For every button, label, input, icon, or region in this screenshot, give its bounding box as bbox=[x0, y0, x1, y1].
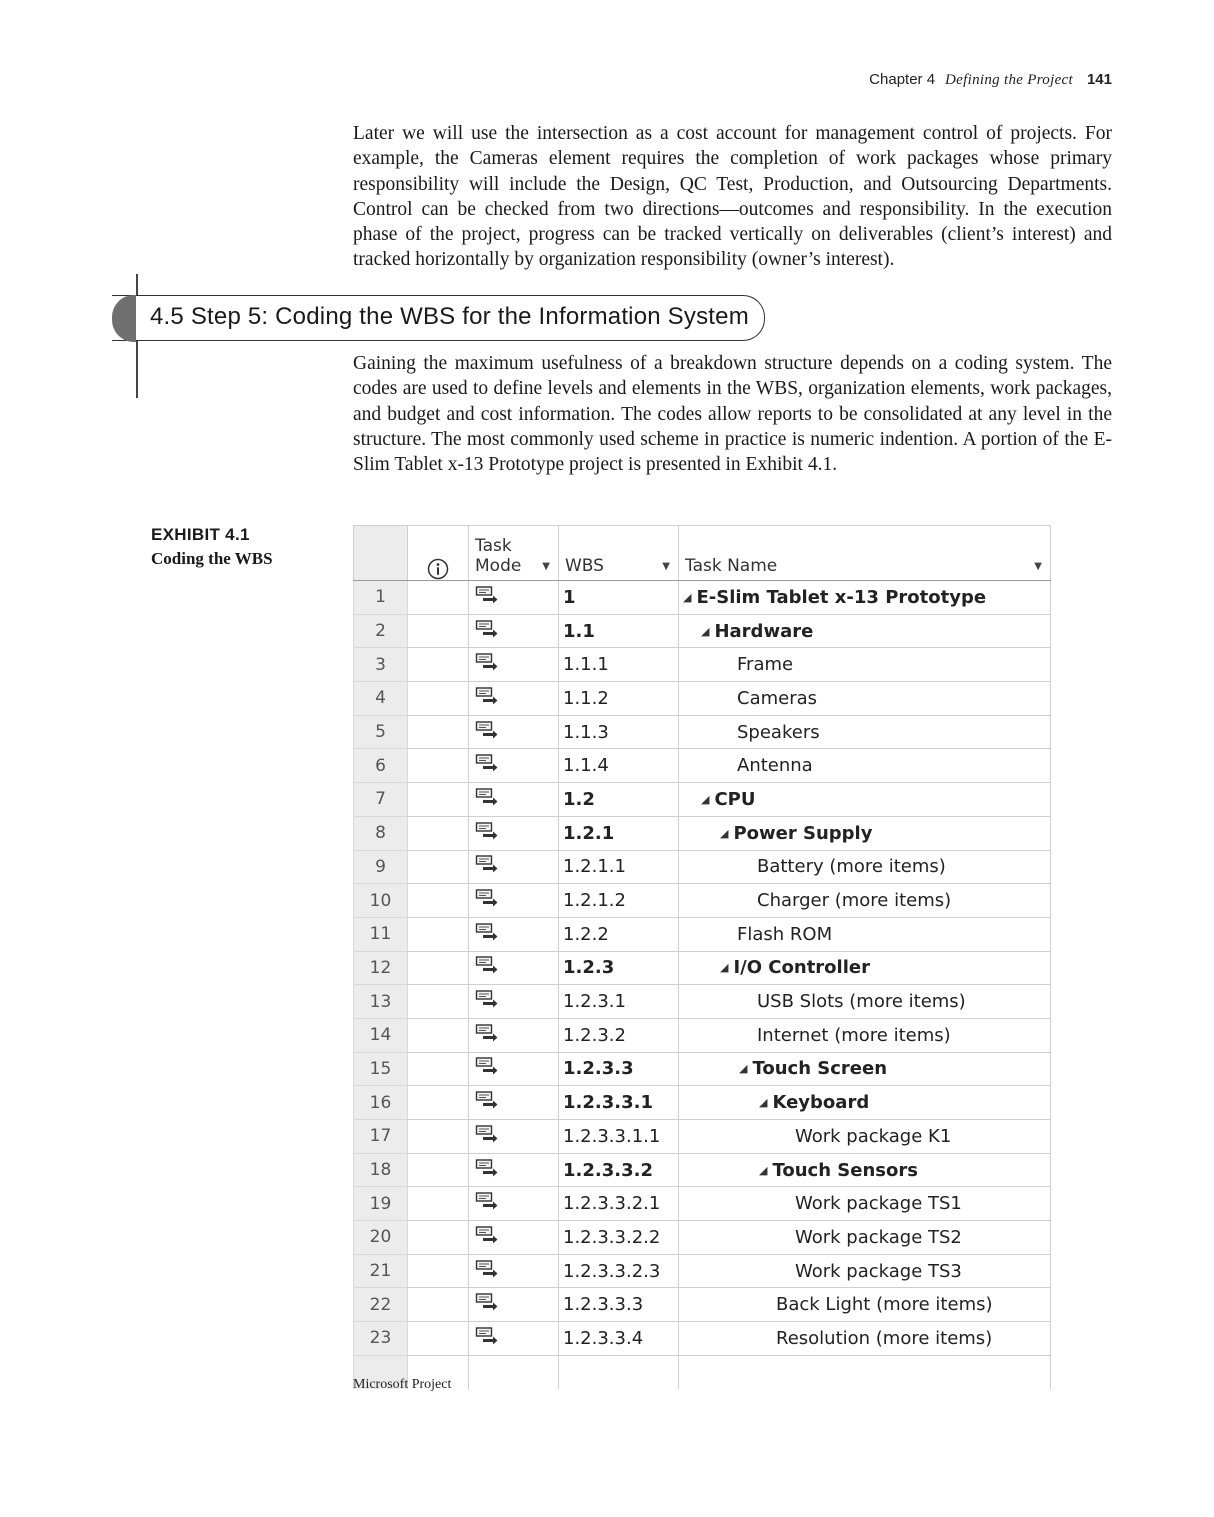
task-mode-cell[interactable] bbox=[469, 648, 559, 682]
auto-scheduled-task-icon bbox=[475, 720, 499, 745]
dropdown-arrow-icon[interactable]: ▼ bbox=[542, 561, 550, 572]
indicator-cell[interactable] bbox=[408, 884, 469, 918]
wbs-code-cell[interactable]: 1.1 bbox=[559, 614, 679, 648]
empty-cell[interactable] bbox=[559, 1355, 679, 1389]
auto-scheduled-task-icon bbox=[475, 1056, 499, 1081]
task-mode-cell[interactable] bbox=[469, 917, 559, 951]
indicator-cell[interactable] bbox=[408, 1221, 469, 1255]
auto-scheduled-task-icon bbox=[475, 619, 499, 644]
table-row[interactable] bbox=[354, 1018, 1051, 1052]
task-mode-cell[interactable] bbox=[469, 783, 559, 817]
table-row[interactable] bbox=[354, 715, 1051, 749]
row-number[interactable]: 3 bbox=[354, 648, 408, 682]
table-row[interactable] bbox=[354, 850, 1051, 884]
task-mode-cell[interactable] bbox=[469, 581, 559, 615]
task-mode-cell[interactable] bbox=[469, 1153, 559, 1187]
row-number[interactable]: 22 bbox=[354, 1288, 408, 1322]
indicator-cell[interactable] bbox=[408, 1120, 469, 1154]
task-name: Touch Screen bbox=[752, 1058, 888, 1080]
wbs-code-cell[interactable]: 1.2.2 bbox=[559, 917, 679, 951]
task-name: Touch Sensors bbox=[772, 1159, 918, 1181]
task-name: USB Slots (more items) bbox=[757, 991, 966, 1013]
wbs-table-container bbox=[353, 525, 1050, 1367]
task-mode-cell[interactable] bbox=[469, 682, 559, 716]
row-number[interactable]: 23 bbox=[354, 1322, 408, 1356]
task-name: Charger (more items) bbox=[757, 890, 952, 912]
task-name-cell[interactable] bbox=[679, 917, 1051, 951]
table-row[interactable] bbox=[354, 1086, 1051, 1120]
row-number[interactable]: 6 bbox=[354, 749, 408, 783]
collapse-triangle-icon[interactable]: ◢ bbox=[739, 1062, 748, 1076]
table-header-row bbox=[354, 526, 1051, 581]
task-name: Work package K1 bbox=[795, 1125, 952, 1147]
task-mode-cell[interactable] bbox=[469, 985, 559, 1019]
indicator-cell[interactable] bbox=[408, 1086, 469, 1120]
dropdown-arrow-icon[interactable]: ▼ bbox=[662, 561, 670, 572]
source-note: Microsoft Project bbox=[353, 1377, 452, 1392]
auto-scheduled-task-icon bbox=[475, 1292, 499, 1317]
row-number[interactable]: 8 bbox=[354, 816, 408, 850]
wbs-code-cell[interactable]: 1.2.3.3 bbox=[559, 1052, 679, 1086]
auto-scheduled-task-icon bbox=[475, 787, 499, 812]
collapse-triangle-icon[interactable]: ◢ bbox=[701, 624, 710, 638]
empty-cell[interactable] bbox=[469, 1355, 559, 1389]
task-mode-cell[interactable] bbox=[469, 1254, 559, 1288]
indicator-cell[interactable] bbox=[408, 581, 469, 615]
task-mode-cell[interactable] bbox=[469, 1322, 559, 1356]
task-name: Frame bbox=[737, 654, 794, 676]
indicator-cell[interactable] bbox=[408, 614, 469, 648]
chapter-number: Chapter 4 bbox=[869, 71, 936, 88]
auto-scheduled-task-icon bbox=[475, 753, 499, 778]
indicator-cell[interactable] bbox=[408, 917, 469, 951]
task-name: Battery (more items) bbox=[757, 856, 946, 878]
task-name: Power Supply bbox=[733, 822, 873, 844]
row-number[interactable]: 12 bbox=[354, 951, 408, 985]
collapse-triangle-icon[interactable]: ◢ bbox=[683, 590, 692, 604]
task-mode-header[interactable] bbox=[469, 526, 559, 581]
task-name: I/O Controller bbox=[733, 957, 870, 979]
wbs-code-cell[interactable]: 1.1.1 bbox=[559, 648, 679, 682]
indicator-cell[interactable] bbox=[408, 783, 469, 817]
task-name-cell[interactable] bbox=[679, 648, 1051, 682]
wbs-code-cell[interactable]: 1.2.1 bbox=[559, 816, 679, 850]
task-name: Flash ROM bbox=[737, 923, 833, 945]
task-name: Work package TS3 bbox=[795, 1260, 962, 1282]
task-mode-cell[interactable] bbox=[469, 715, 559, 749]
auto-scheduled-task-icon bbox=[475, 1259, 499, 1284]
task-mode-cell[interactable] bbox=[469, 1120, 559, 1154]
task-name: Keyboard bbox=[772, 1092, 870, 1114]
task-name-cell[interactable] bbox=[679, 1288, 1051, 1322]
indicator-cell[interactable] bbox=[408, 749, 469, 783]
table-row[interactable] bbox=[354, 1322, 1051, 1356]
task-mode-cell[interactable] bbox=[469, 749, 559, 783]
table-row[interactable] bbox=[354, 1187, 1051, 1221]
auto-scheduled-task-icon bbox=[475, 1124, 499, 1149]
task-mode-cell[interactable] bbox=[469, 1018, 559, 1052]
table-row[interactable] bbox=[354, 1153, 1051, 1187]
task-mode-header-line1: Task bbox=[475, 536, 512, 556]
indicator-cell[interactable] bbox=[408, 951, 469, 985]
wbs-code-cell[interactable]: 1.1.2 bbox=[559, 682, 679, 716]
indicator-cell[interactable] bbox=[408, 1018, 469, 1052]
wbs-code-cell[interactable]: 1.2.3 bbox=[559, 951, 679, 985]
exhibit-caption: Coding the WBS bbox=[151, 549, 273, 568]
corner-cell[interactable] bbox=[354, 526, 408, 581]
wbs-code-cell[interactable]: 1.2.3.3.2.2 bbox=[559, 1221, 679, 1255]
task-mode-cell[interactable] bbox=[469, 1221, 559, 1255]
table-row[interactable] bbox=[354, 1052, 1051, 1086]
row-number[interactable]: 10 bbox=[354, 884, 408, 918]
task-name-cell[interactable] bbox=[679, 816, 1051, 850]
indicator-cell[interactable] bbox=[408, 985, 469, 1019]
task-name: Hardware bbox=[714, 620, 814, 642]
running-head bbox=[869, 71, 1112, 89]
row-number[interactable]: 21 bbox=[354, 1254, 408, 1288]
row-number[interactable]: 11 bbox=[354, 917, 408, 951]
table-row[interactable] bbox=[354, 749, 1051, 783]
row-number[interactable]: 16 bbox=[354, 1086, 408, 1120]
task-name: Work package TS2 bbox=[795, 1226, 962, 1248]
task-name-cell[interactable] bbox=[679, 951, 1051, 985]
task-mode-cell[interactable] bbox=[469, 884, 559, 918]
body-paragraph-2: Gaining the maximum usefulness of a breakdown structure depends on a coding system. The codes are used to define levels and elements in the WBS, organization elements, work packages, and budget and cost information. The codes allow reports to be consolidated at any level in the structure. The most commonly used scheme in practice is numeric indention. A portion of the E-Slim Tablet x-13 Prototype project is presented in Exhibit 4.1. bbox=[353, 353, 1112, 476]
row-number[interactable]: 18 bbox=[354, 1153, 408, 1187]
collapse-triangle-icon[interactable]: ◢ bbox=[759, 1163, 768, 1177]
wbs-code-cell[interactable]: 1.2.3.1 bbox=[559, 985, 679, 1019]
indicator-cell[interactable] bbox=[408, 1322, 469, 1356]
wbs-code-cell[interactable]: 1.2.3.2 bbox=[559, 1018, 679, 1052]
auto-scheduled-task-icon bbox=[475, 1326, 499, 1351]
task-mode-cell[interactable] bbox=[469, 1052, 559, 1086]
wbs-code-cell[interactable]: 1.1.3 bbox=[559, 715, 679, 749]
auto-scheduled-task-icon bbox=[475, 652, 499, 677]
task-name-cell[interactable] bbox=[679, 783, 1051, 817]
task-name-cell[interactable] bbox=[679, 1254, 1051, 1288]
indicator-cell[interactable] bbox=[408, 816, 469, 850]
auto-scheduled-task-icon bbox=[475, 888, 499, 913]
row-number[interactable]: 9 bbox=[354, 850, 408, 884]
table-row[interactable] bbox=[354, 951, 1051, 985]
auto-scheduled-task-icon bbox=[475, 1090, 499, 1115]
section-heading-box bbox=[112, 295, 765, 341]
table-row[interactable] bbox=[354, 1221, 1051, 1255]
task-name: CPU bbox=[714, 788, 756, 810]
auto-scheduled-task-icon bbox=[475, 585, 499, 610]
auto-scheduled-task-icon bbox=[475, 1023, 499, 1048]
indicator-cell[interactable] bbox=[408, 1052, 469, 1086]
task-name-cell[interactable] bbox=[679, 1086, 1051, 1120]
indicators-header[interactable] bbox=[408, 526, 469, 581]
table-row[interactable] bbox=[354, 581, 1051, 615]
row-number[interactable]: 13 bbox=[354, 985, 408, 1019]
task-name-cell[interactable] bbox=[679, 1153, 1051, 1187]
task-mode-cell[interactable] bbox=[469, 614, 559, 648]
empty-row[interactable] bbox=[354, 1355, 1051, 1389]
task-name: Resolution (more items) bbox=[776, 1327, 993, 1349]
wbs-code-cell[interactable]: 1 bbox=[559, 581, 679, 615]
indicator-cell[interactable] bbox=[408, 648, 469, 682]
auto-scheduled-task-icon bbox=[475, 821, 499, 846]
wbs-code-cell[interactable]: 1.2.3.3.2 bbox=[559, 1153, 679, 1187]
task-name-header-label: Task Name bbox=[685, 556, 778, 576]
indicator-cell[interactable] bbox=[408, 1288, 469, 1322]
task-mode-cell[interactable] bbox=[469, 1187, 559, 1221]
row-number[interactable]: 7 bbox=[354, 783, 408, 817]
task-name: E-Slim Tablet x-13 Prototype bbox=[696, 586, 987, 608]
wbs-code-cell[interactable]: 1.2.3.3.4 bbox=[559, 1322, 679, 1356]
wbs-code-cell[interactable]: 1.2.1.1 bbox=[559, 850, 679, 884]
row-number[interactable]: 1 bbox=[354, 581, 408, 615]
task-name: Back Light (more items) bbox=[776, 1294, 993, 1316]
auto-scheduled-task-icon bbox=[475, 854, 499, 879]
wbs-code-cell[interactable]: 1.2.3.3.1.1 bbox=[559, 1120, 679, 1154]
dropdown-arrow-icon[interactable]: ▼ bbox=[1034, 561, 1042, 572]
wbs-code-cell[interactable]: 1.2.1.2 bbox=[559, 884, 679, 918]
wbs-table-body bbox=[354, 581, 1051, 1390]
info-icon bbox=[408, 546, 468, 580]
empty-cell[interactable] bbox=[679, 1355, 1051, 1389]
task-name-cell[interactable] bbox=[679, 850, 1051, 884]
task-mode-cell[interactable] bbox=[469, 951, 559, 985]
task-mode-cell[interactable] bbox=[469, 850, 559, 884]
auto-scheduled-task-icon bbox=[475, 955, 499, 980]
row-number[interactable]: 19 bbox=[354, 1187, 408, 1221]
task-name-cell[interactable] bbox=[679, 1052, 1051, 1086]
table-row[interactable] bbox=[354, 816, 1051, 850]
auto-scheduled-task-icon bbox=[475, 922, 499, 947]
wbs-table bbox=[353, 525, 1051, 1389]
indicator-cell[interactable] bbox=[408, 850, 469, 884]
task-name-cell[interactable] bbox=[679, 614, 1051, 648]
task-mode-header-line2: Mode bbox=[475, 556, 522, 576]
collapse-triangle-icon[interactable]: ◢ bbox=[720, 826, 729, 840]
wbs-code-cell[interactable]: 1.2.3.3.3 bbox=[559, 1288, 679, 1322]
indicator-cell[interactable] bbox=[408, 1187, 469, 1221]
table-row[interactable] bbox=[354, 985, 1051, 1019]
table-row[interactable] bbox=[354, 614, 1051, 648]
section-heading-tab bbox=[112, 295, 136, 342]
row-number[interactable]: 5 bbox=[354, 715, 408, 749]
task-name-cell[interactable] bbox=[679, 749, 1051, 783]
auto-scheduled-task-icon bbox=[475, 1191, 499, 1216]
task-name: Work package TS1 bbox=[795, 1193, 962, 1215]
collapse-triangle-icon[interactable]: ◢ bbox=[759, 1096, 768, 1110]
table-row[interactable] bbox=[354, 884, 1051, 918]
task-name-cell[interactable] bbox=[679, 1120, 1051, 1154]
task-name-cell[interactable] bbox=[679, 985, 1051, 1019]
collapse-triangle-icon[interactable]: ◢ bbox=[701, 792, 710, 806]
exhibit-label: EXHIBIT 4.1 bbox=[151, 525, 250, 544]
task-mode-cell[interactable] bbox=[469, 1288, 559, 1322]
table-row[interactable] bbox=[354, 783, 1051, 817]
auto-scheduled-task-icon bbox=[475, 686, 499, 711]
task-name-cell[interactable] bbox=[679, 1018, 1051, 1052]
page-number: 141 bbox=[1086, 71, 1112, 88]
task-name-cell[interactable] bbox=[679, 581, 1051, 615]
indicator-cell[interactable] bbox=[408, 715, 469, 749]
task-name: Antenna bbox=[737, 755, 813, 777]
wbs-header[interactable] bbox=[559, 526, 679, 581]
auto-scheduled-task-icon bbox=[475, 989, 499, 1014]
row-number[interactable]: 17 bbox=[354, 1120, 408, 1154]
table-row[interactable] bbox=[354, 917, 1051, 951]
task-name-header[interactable] bbox=[679, 526, 1051, 581]
table-row[interactable] bbox=[354, 1254, 1051, 1288]
row-number[interactable]: 14 bbox=[354, 1018, 408, 1052]
wbs-code-cell[interactable]: 1.1.4 bbox=[559, 749, 679, 783]
task-name-cell[interactable] bbox=[679, 1322, 1051, 1356]
indicator-cell[interactable] bbox=[408, 1153, 469, 1187]
task-name-cell[interactable] bbox=[679, 884, 1051, 918]
task-name: Internet (more items) bbox=[757, 1024, 951, 1046]
wbs-header-label: WBS bbox=[565, 556, 604, 576]
row-number[interactable]: 2 bbox=[354, 614, 408, 648]
task-mode-cell[interactable] bbox=[469, 1086, 559, 1120]
task-name-cell[interactable] bbox=[679, 1221, 1051, 1255]
collapse-triangle-icon[interactable]: ◢ bbox=[720, 961, 729, 975]
task-name-cell[interactable] bbox=[679, 715, 1051, 749]
wbs-code-cell[interactable]: 1.2 bbox=[559, 783, 679, 817]
task-name: Speakers bbox=[737, 721, 820, 743]
table-row[interactable] bbox=[354, 1288, 1051, 1322]
row-number[interactable]: 20 bbox=[354, 1221, 408, 1255]
task-name: Cameras bbox=[737, 687, 818, 709]
wbs-code-cell[interactable]: 1.2.3.3.1 bbox=[559, 1086, 679, 1120]
section-heading: 4.5 Step 5: Coding the WBS for the Information System bbox=[150, 303, 749, 330]
row-number[interactable]: 4 bbox=[354, 682, 408, 716]
indicator-cell[interactable] bbox=[408, 1254, 469, 1288]
body-paragraph-1: Later we will use the intersection as a cost account for management control of projects. For example, the Cameras element requires the completion of work packages whose primary responsibility will include the Design, QC Test, Production, and Outsourcing Departments. Control can be checked from two directions—outcomes and responsibility. In the execution phase of the project, progress can be tracked vertically on deliverables (client’s interest) and tracked horizontally by organization responsibility (owner’s interest). bbox=[353, 123, 1112, 271]
table-row[interactable] bbox=[354, 682, 1051, 716]
auto-scheduled-task-icon bbox=[475, 1225, 499, 1250]
auto-scheduled-task-icon bbox=[475, 1158, 499, 1183]
row-number[interactable]: 15 bbox=[354, 1052, 408, 1086]
chapter-title: Defining the Project bbox=[945, 72, 1073, 88]
wbs-code-cell[interactable]: 1.2.3.3.2.1 bbox=[559, 1187, 679, 1221]
indicator-cell[interactable] bbox=[408, 682, 469, 716]
wbs-code-cell[interactable]: 1.2.3.3.2.3 bbox=[559, 1254, 679, 1288]
task-mode-cell[interactable] bbox=[469, 816, 559, 850]
task-name-cell[interactable] bbox=[679, 682, 1051, 716]
table-row[interactable] bbox=[354, 1120, 1051, 1154]
table-row[interactable] bbox=[354, 648, 1051, 682]
task-name-cell[interactable] bbox=[679, 1187, 1051, 1221]
